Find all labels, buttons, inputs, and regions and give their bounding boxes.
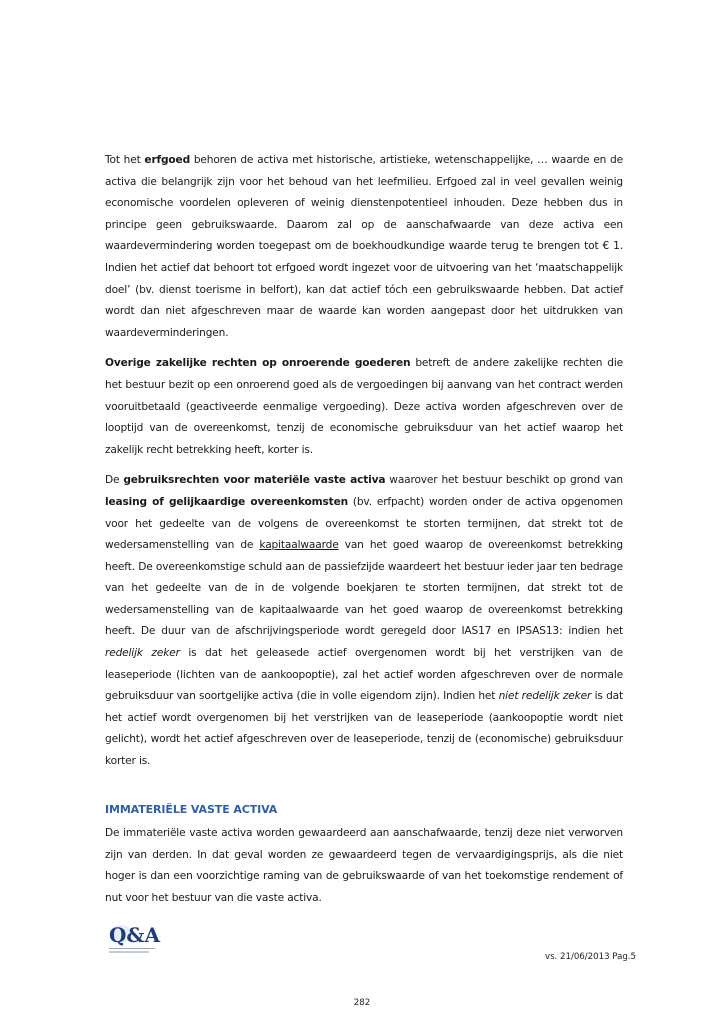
- text-run: (bv. erfpacht) worden onder de activa opgenomen voor het gedeelte van de volgens de overeenkomst te storten termijnen, dat strekt tot de wedersamenstelling van de: [105, 495, 623, 552]
- version-label: vs. 21/06/2013 Pag.5: [544, 952, 636, 962]
- logo-text: Q&A: [109, 923, 160, 947]
- section-paragraphs: [105, 823, 623, 909]
- emphasis-text: Overige zakelijke rechten op onroerende goederen: [105, 357, 411, 370]
- page-number: 282: [353, 998, 371, 1008]
- paragraph-zakelijke-rechten: [105, 353, 623, 461]
- text-run: waarover het bestuur beschikt op grond van: [385, 474, 623, 487]
- text-run: betreft de andere zakelijke rechten die het bestuur bezit op een onroerend goed als de vergoedingen bij aanvang van het contract werden vooruitbetaald (geactiveerde eenmalige vergoeding). Deze activa worden afgeschreven over de looptijd van de overeenkomst, tenzij de economische gebruiksduur van het actief waarop het zakelijk recht betrekking heeft, korter is.: [105, 357, 624, 456]
- emphasis-text: niet redelijk zeker: [498, 690, 592, 703]
- text-run: De immateriële vaste activa worden gewaardeerd aan aanschafwaarde, tenzij deze niet verworven zijn van derden. In dat geval worden ze gewaardeerd tegen de vervaardigingsprijs, als die niet hoger is dan een voorzichtige raming van de gebruikswaarde of van het toekomstige rendement of nut voor het bestuur van die vaste activa.: [105, 827, 623, 904]
- section-heading: IMMATERIËLE VASTE ACTIVA: [105, 802, 278, 816]
- emphasis-text: erfgoed: [144, 154, 191, 166]
- paragraph-gebruiksrechten: [105, 470, 623, 772]
- text-run: Tot het: [105, 154, 145, 166]
- emphasis-text: gebruiksrechten voor materiële vaste activa: [123, 474, 386, 487]
- emphasis-text: kapitaalwaarde: [259, 539, 339, 552]
- qa-logo: [107, 920, 163, 958]
- text-run: behoren de activa met historische, artistieke, wetenschappelijke, … waarde en de activa die belangrijk zijn voor het behoud van het leefmilieu. Erfgoed zal in veel gevallen weinig economische voordelen opleveren of weinig dienstenpotentieel inhouden. Deze hebben dus in principe geen gebruikswaarde. Daarom zal op de aanschafwaarde van deze activa een waardevermindering worden toegepast om de boekhoudkundige waarde terug te brengen tot € 1. Indien het actief dat behoort tot erfgoed wordt ingezet voor de uitvoering van het ‘maatschappelijk doel’ (bv. dienst toerisme in belfort), kan dat actief tóch een gebruikswaarde hebben. Dat actief wordt dan niet afgeschreven maar de waarde kan worden aangepast door het uitdrukken van waardeverminderingen.: [105, 154, 623, 339]
- text-run: De: [105, 474, 124, 487]
- text-run: is dat het geleasede actief overgenomen wordt bij het verstrijken van de leaseperiode (lichten van de aankoopoptie), zal het actief worden afgeschreven over de normale gebruiksduur van soortgelijke activa (die in volle eigendom zijn). Indien het: [105, 647, 623, 703]
- emphasis-text: leasing of gelijkaardige overeenkomsten: [105, 495, 348, 508]
- emphasis-text: redelijk zeker: [105, 647, 180, 660]
- paragraph-immateriele: [105, 823, 623, 909]
- text-run: is dat het actief wordt overgenomen bij het verstrijken van de leaseperiode (aankoopoptie wordt niet gelicht), wordt het actief afgeschreven over de leaseperiode, tenzij de (economische) gebruiksduur korter is.: [105, 690, 623, 768]
- document-body: [105, 150, 623, 919]
- intro-paragraphs: [105, 150, 623, 773]
- paragraph-erfgoed: [105, 150, 623, 344]
- text-run: van het goed waarop de overeenkomst betrekking heeft. De overeenkomstige schuld aan de passiefzijde waardeert het bestuur ieder jaar ten bedrage van het gedeelte van de in de volgende boekjaren te storten termijnen, dat strekt tot de wedersamenstelling van de kapitaalwaarde van het goed waarop de overeenkomst betrekking heeft. De duur van de afschrijvingsperiode wordt geregeld door IAS17 en IPSAS13: indien het: [105, 539, 623, 638]
